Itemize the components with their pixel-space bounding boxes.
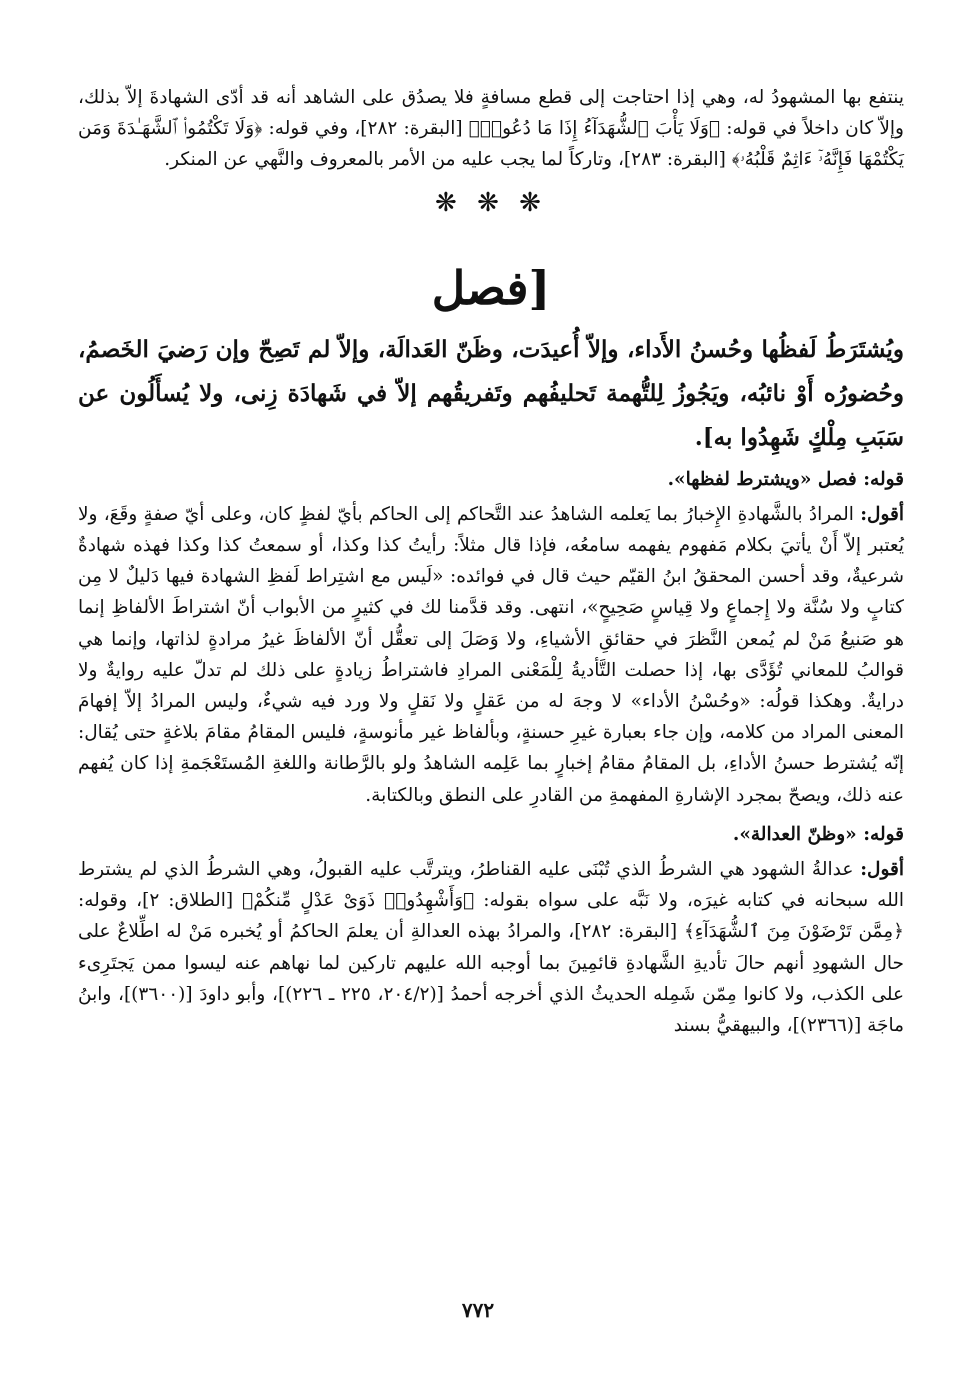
aqul-paragraph-1 bbox=[78, 499, 904, 811]
heading-wrap bbox=[78, 258, 904, 328]
section-separator: ❋ ❋ ❋ bbox=[435, 187, 547, 218]
aqul-text: المرادُ بالشَّهادةِ الإِخبارُ بما يَعلمه الشاهدُ عند التَّحاكم إلى الحاكم بأيّ لفظٍ كان، وعلى أيّ صفةٍ وقَعَ، ولا يُعتبر إلاّ أَنْ يأتيَ بكلام مَفهوم يفهمه سامعُه، فإذا قال مثلاً: رأيتُ كذا وكذا، أو سمعتُ كذا وكذا فهذه شهادةٌ شرعيةٌ، وقد أحسن المحققُ ابنُ القيّم حيث قال في فوائده: «لَيس مع اشتِراط لَفظِ الشهادة فيها دَليلٌ لا مِن كتابٍ ولا سُنَّة ولا إِجماعٍ ولا قِياسٍ صَحِيحٍ»، انتهى. وقد قدَّمنا لك في كثيرٍ من الأبواب أنّ اشتراطَ الألفاظِ إنما هو صَنيعُ مَنْ لم يُمعن النَّظرَ في حقائقِ الأشياءِ، ولا وَصَلَ إلى تعقُّل أنّ الألفاظَ غيرُ مرادةٍ لذاتها، وإنما هي قوالبُ للمعاني تُؤَدَّى بها، إذا حصلت التَّأديةُ لِلْمَعْنى المرادِ فاشتراطُ زيادةٍ على ذلك لم تدلّ عليه روايةٌ ولا درايةٌ. وهكذا قولُه: «وحُسْنُ الأداء» لا وجهَ له من عَقلٍ ولا نَقلٍ ولا ورد فيه شيءٌ، وليس المرادُ إلاّ إفهامَ المعنى المراد من كلامه، وإن جاء بعبارة غيرِ حسنةٍ، وبألفاظ غير مأنوسةٍ، فليس المقامُ مقامَ بلاغةٍ حتى يُقال: إنّه يُشترط حسنُ الأداءِ، بل المقامُ مقامُ إخبارٍ بما عَلِمه الشاهدُ ولو بالرَّطانة واللغةِ المُستَعْجَمةِ إذا كان يُفهم عنه ذلك، ويصحّ بمجرد الإشارةِ المفهمةِ من القادرِ على النطق وبالكتابة. bbox=[78, 503, 904, 806]
qawl-label: قوله: bbox=[863, 823, 904, 845]
section-heading: [فصل bbox=[431, 260, 551, 315]
qawl-label: قوله: bbox=[863, 468, 904, 490]
opening-paragraph: ينتفع بها المشهودُ له، وهي إذا احتاجت إلى قطع مسافةٍ فلا يصدُق على الشاهد أنه قد أدّى الشهادةَ إلاّ بذلك، وإلاّ كان داخلاً في قوله: ﴿وَلَا يَأْبَ ٱلشُّهَدَآءُ إِذَا مَا دُعُوا۟﴾ [البقرة: ٢٨٢]، وفي قوله: ﴿وَلَا تَكْتُمُوا۟ ٱلشَّهَـٰدَةَ وَمَن يَكْتُمْهَا فَإِنَّهُۥٓ ءَاثِمٌ قَلْبُهُۥ﴾ [البقرة: ٢٨٣]، وتاركاً لما يجب عليه من الأمر بالمعروف والنَّهي عن المنكر. bbox=[78, 87, 904, 171]
page-body bbox=[78, 82, 904, 1041]
page-number: ٧٧٢ bbox=[461, 1298, 495, 1322]
aqul-paragraph-2 bbox=[78, 854, 904, 1041]
qawl-line-1 bbox=[78, 464, 904, 495]
qawl-line-2 bbox=[78, 819, 904, 850]
aqul-label: أقول: bbox=[860, 859, 904, 881]
qawl-text: «وظنّ العدالة». bbox=[732, 823, 857, 845]
qawl-text: فصل «ويشترط لفظها». bbox=[667, 468, 857, 490]
matn-text: ويُشتَرَطُ لَفظُها وحُسنُ الأَداء، وإلاّ أُعيدَت، وظَنّ العَدالَة، وإلاّ لم تَصِحّ وإن رَضيَ الخَصمُ، وحُضورُه أَوْ نائبُه، ويَجُوزُ لِلتُّهمة تَحليفُهم وتَفريقُهم إلاّ في شَهادَة زِنى، ولا يُسأَلُون عن سَبَبِ مِلْكٍ شَهِدُوا به]. bbox=[78, 335, 904, 451]
aqul-label: أقول: bbox=[860, 503, 904, 525]
aqul-text: عدالةُ الشهود هي الشرطُ الذي تُبْنَى عليه القناطرُ، ويترتَّب عليه القبولُ، وهي الشرطُ الذي لم يشترط الله سبحانه في كتابه غيرَه، ولا نَبَّه على سواه بقوله: ﴿وَأَشْهِدُوا۟ ذَوَىْ عَدْلٍ مِّنكُمْ﴾ [الطلاق: ٢]، وقوله: ﴿مِمَّن تَرْضَوْنَ مِنَ ٱلشُّهَدَآءِ﴾ [البقرة: ٢٨٢]، والمرادُ بهذه العدالةِ أن يعلمَ الحاكمُ أو يُخبره مَنْ له اطِّلاعٌ على حال الشهودِ أنهم حالَ تأديةِ الشَّهادةِ قائمِينَ بما أوجبه الله عليهم تاركين لما نهاهم عنه ليسوا ممن يَجتَرِىء على الكذب، ولا كانوا مِمّن شَمِله الحديثُ الذي أخرجه أحمدُ [(٢٠٤/٢، ٢٢٥ ـ ٢٢٦)]، وأبو داودَ [(٣٦٠٠)]، وابنُ ماجَة [(٢٣٦٦)]، والبيهقيُّ بسند bbox=[78, 859, 904, 1037]
